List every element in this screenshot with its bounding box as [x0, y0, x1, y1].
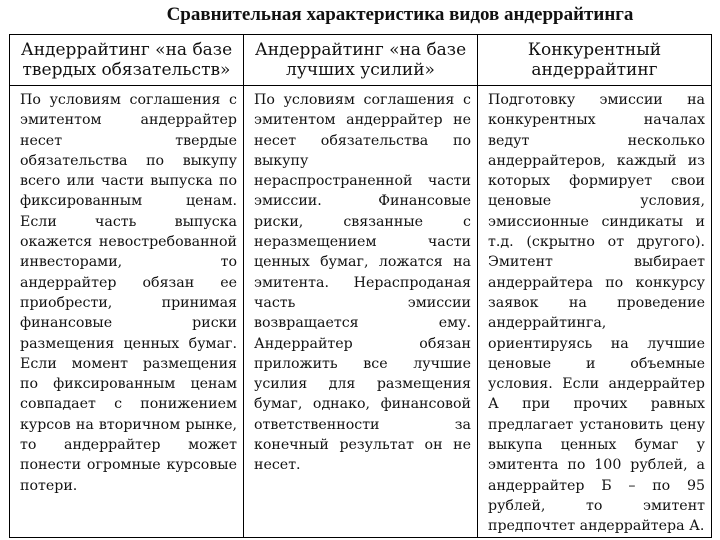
- column-header-competitive: [478, 35, 712, 86]
- header-line: твердых обязательств»: [22, 60, 231, 80]
- header-line: Андеррайтинг «на базе: [254, 40, 467, 60]
- cell-text: По условиям соглашения с эмитентом андеррайтер несет твердые обязательства по выкупу всего или части выпуска по фиксированным ценам. Если часть выпуска окажется невостребованной инвесторами, то андеррайтер обязан ее приобрести, принимая финансовые риски размещения ценных бумаг. Если момент размещения по фиксированным ценам совпадает с понижением курсов на вторичном рынке, то андеррайтер может понести огромные курсовые потери.: [20, 92, 237, 494]
- cell-text: По условиям соглашения с эмитентом андеррайтер не несет обязательства по выкупу нераспространенной части эмиссии. Финансовые риски, связанные с неразмещением части ценных бумаг, ложатся на эмитента. Нераспроданая часть эмиссии возвращается ему. Андеррайтер обязан приложить все лучшие усилия для размещения бумаг, однако, финансовой ответственности за конечный результат он не несет.: [254, 92, 471, 474]
- header-line: лучших усилий»: [286, 60, 435, 80]
- header-line: Конкурентный: [527, 40, 662, 60]
- table-header-row: [10, 35, 712, 86]
- page-title: Сравнительная характеристика видов андеррайтинга: [166, 4, 634, 25]
- header-line: андеррайтинг: [531, 60, 658, 80]
- column-header-best-efforts: [244, 35, 478, 86]
- cell-firm-commitment: [10, 86, 244, 538]
- column-header-firm-commitment: [10, 35, 244, 86]
- cell-competitive: [478, 86, 712, 538]
- cell-best-efforts: [244, 86, 478, 538]
- table-row: [10, 86, 712, 538]
- cell-text: Подготовку эмиссии на конкурентных началах ведут несколько андеррайтеров, каждый из которых формирует свои ценовые условия, эмиссионные синдикаты и т.д. (скрытно от другого). Эмитент выбирает андеррайтера по конкурсу заявок на проведение андеррайтинга, ориентируясь на лучшие ценовые и объемные условия. Если андеррайтер А при прочих равных предлагает установить цену выкупа ценных бумаг у эмитента по 100 рублей, а андеррайтер Б – по 95 рублей, то эмитент предпочтет андеррайтера А.: [488, 92, 705, 535]
- comparison-table: [9, 34, 712, 538]
- header-line: Андеррайтинг «на базе: [20, 40, 233, 60]
